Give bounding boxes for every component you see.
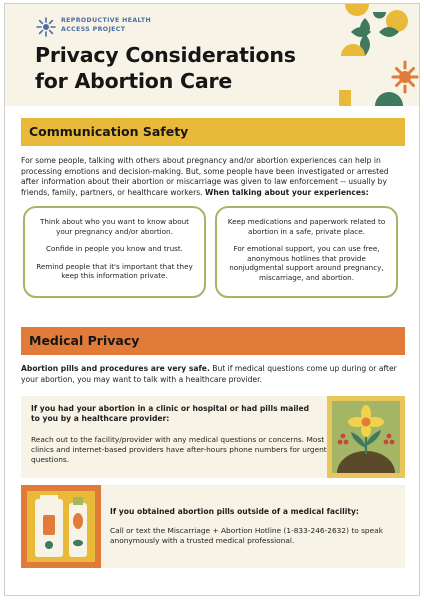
header-section [5,4,419,106]
tip-hotlines: For emotional support, you can use free, anonymous hotlines that provide nonjudgmental support around pregnancy, miscarriage, and abortion. [229,244,384,282]
flyer-page [4,3,420,596]
communication-intro [21,156,407,198]
outside-facility-panel [21,485,405,568]
pill-bottles-illustration-icon [21,485,101,568]
communication-tips-card-left [23,206,206,298]
tip-remind-privacy: Remind people that it's important that they keep this information private. [36,261,193,281]
clinic-panel-heading: If you had your abortion in a clinic or hospital or had pills mailed to you by a healthcare provider: [31,404,310,424]
page-title [35,42,365,94]
org-name [61,17,171,34]
medical-intro [21,364,407,385]
geometric-shapes-icon [339,4,419,106]
communication-safety-heading: Communication Safety [21,118,405,146]
clinic-panel-body: Reach out to the facility/provider with any medical questions or concerns. Most clinics and internet-based providers have after-hours phone numbers for urgent questions. [31,435,327,465]
page-title-line2: for Abortion Care [35,69,233,93]
org-name-line2: ACCESS PROJECT [61,25,126,33]
sunburst-logo-icon [36,17,56,37]
flower-illustration-icon [327,396,405,478]
org-name-line1: REPRODUCTIVE HEALTH [61,17,152,24]
page-title-line1: Privacy Considerations [35,43,296,67]
medical-privacy-heading: Medical Privacy [21,327,405,355]
tip-keep-safe: Keep medications and paperwork related to abortion in a safe, private place. [227,217,386,236]
clinic-provider-panel [21,396,405,478]
tip-who-to-tell: Think about who you want to know about your pregnancy and/or abortion. [39,217,190,236]
medical-intro-bold: Abortion pills and procedures are very safe. [21,364,210,373]
outside-panel-body: Call or text the Miscarriage + Abortion Hotline (1-833-246-2632) to speak anonymously with a trusted medical professional. [110,526,383,546]
medical-intro-text: But if medical questions come up during or after your abortion, you may want to talk with a healthcare provider. [21,364,397,384]
communication-tips-card-right [215,206,398,298]
communication-intro-text: For some people, talking with others about pregnancy and/or abortion experiences can help in processing emotions and decision-making. But, some people have been investigated or arrested after information about their abortion or miscarriage was given to law enforcement -- usually by friends, family, partners, or healthcare workers. [21,156,389,197]
communication-intro-bold: When talking about your experiences: [205,187,369,197]
outside-panel-heading: If you obtained abortion pills outside of a medical facility: [110,507,359,516]
tip-confide: Confide in people you know and trust. [45,244,183,254]
